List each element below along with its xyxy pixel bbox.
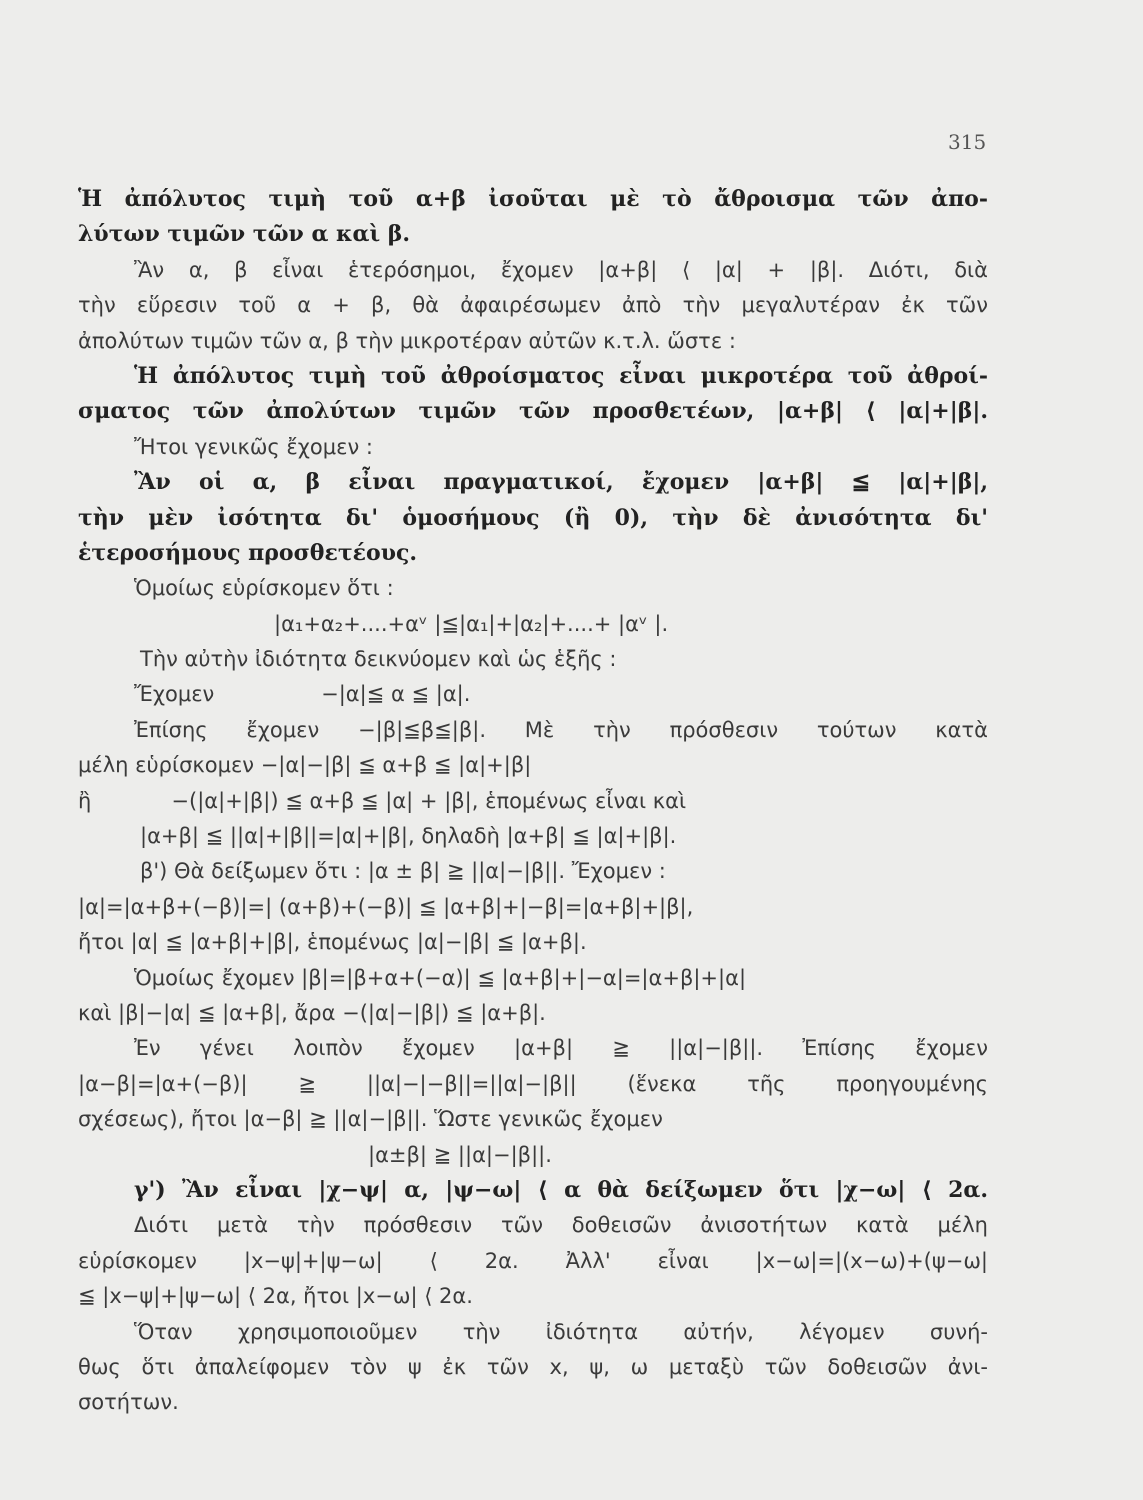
text-line: λύτων τιμῶν τῶν α καὶ β. [78, 221, 411, 248]
text-line: Ὅταν χρησιμοποιοῦμεν τὴν ἰδιότητα αὐτήν, λέγομεν συνή- [134, 1319, 988, 1344]
text-line: Ἡ ἀπόλυτος τιμὴ τοῦ ἀθροίσματος εἶναι μικροτέρα τοῦ ἀθροί- [134, 362, 988, 389]
page-body [78, 182, 988, 1421]
text-line: τὴν μὲν ἰσότητα δι' ὁμοσήμους (ἢ 0), τὴν δὲ ἀνισότητα δι' [78, 504, 988, 531]
text-line: Διότι μετὰ τὴν πρόσθεσιν τῶν δοθεισῶν ἀνισοτήτων κατὰ μέλη [134, 1213, 988, 1238]
text-line: ἀπολύτων τιμῶν τῶν α, β τὴν μικροτέραν αὐτῶν κ.τ.λ. ὥστε : [78, 328, 736, 353]
text-line: Ὁμοίως ἔχομεν |β|=|β+α+(−α)| ≦ |α+β|+|−α|=|α+β|+|α| [134, 965, 747, 990]
text-line: καὶ |β|−|α| ≦ |α+β|, ἄρα −(|α|−|β|) ≦ |α+β|. [78, 1000, 546, 1025]
text-line: Ἔχομεν −|α|≦ α ≦ |α|. [134, 682, 471, 707]
text-line: |α−β|=|α+(−β)| ≧ ||α|−|−β||=||α|−|β|| (ἕνεκα τῆς προηγουμένης [78, 1071, 988, 1096]
text-line: σχέσεως), ἤτοι |α−β| ≧ ||α|−|β||. Ὥστε γενικῶς ἔχομεν [78, 1107, 663, 1132]
text-line: |α+β| ≦ ||α|+|β||=|α|+|β|, δηλαδὴ |α+β| ≦ |α|+|β|. [140, 824, 677, 849]
text-line: Ἡ ἀπόλυτος τιμὴ τοῦ α+β ἰσοῦται μὲ τὸ ἄθροισμα τῶν ἀπο- [78, 186, 988, 212]
text-line: εὑρίσκομεν |x−ψ|+|ψ−ω| ⟨ 2α. Ἀλλ' εἶναι |x−ω|=|(x−ω)+(ψ−ω| [78, 1248, 988, 1273]
text-line: τὴν εὕρεσιν τοῦ α + β, θὰ ἀφαιρέσωμεν ἀπὸ τὴν μεγαλυτέραν ἐκ τῶν [78, 293, 988, 318]
text-line: Ἐπίσης ἔχομεν −|β|≦β≦|β|. Μὲ τὴν πρόσθεσιν τούτων κατὰ [134, 717, 988, 742]
text-line: ≦ |x−ψ|+|ψ−ω| ⟨ 2α, ἤτοι |x−ω| ⟨ 2α. [78, 1284, 473, 1309]
text-line: μέλη εὑρίσκομεν −|α|−|β| ≦ α+β ≦ |α|+|β| [78, 753, 532, 778]
text-line: β') Θὰ δείξωμεν ὅτι : |α ± β| ≧ ||α|−|β||. Ἔχομεν : [140, 859, 666, 884]
text-line: ἢ −(|α|+|β|) ≦ α+β ≦ |α| + |β|, ἑπομένως εἶναι καὶ [78, 788, 687, 813]
text-line: σματος τῶν ἀπολύτων τιμῶν τῶν προσθετέων, |α+β| ⟨ |α|+|β|. [78, 398, 988, 425]
text-line: |α|=|α+β+(−β)|=| (α+β)+(−β)| ≦ |α+β|+|−β|=|α+β|+|β|, [78, 894, 694, 919]
text-line: Ἤτοι γενικῶς ἔχομεν : [134, 434, 373, 459]
text-line: θως ὅτι ἀπαλείφομεν τὸν ψ ἐκ τῶν x, ψ, ω μεταξὺ τῶν δοθεισῶν ἀνι- [78, 1354, 988, 1379]
text-line: Ὁμοίως εὑρίσκομεν ὅτι : [134, 576, 394, 601]
text-line: ἤτοι |α| ≦ |α+β|+|β|, ἑπομένως |α|−|β| ≦ |α+β|. [78, 930, 587, 955]
text-line: ἑτεροσήμους προσθετέους. [78, 539, 418, 566]
text-line: Ἐν γένει λοιπὸν ἔχομεν |α+β| ≧ ||α|−|β||. Ἐπίσης ἔχομεν [134, 1036, 988, 1061]
page-number: 315 [948, 130, 987, 154]
text-line: Ἂν α, β εἶναι ἑτερόσημοι, ἔχομεν |α+β| ⟨ |α| + |β|. Διότι, διὰ [134, 257, 988, 282]
text-line: Τὴν αὐτὴν ἰδιότητα δεικνύομεν καὶ ὡς ἑξῆς : [140, 647, 617, 672]
text-line: σοτήτων. [78, 1390, 179, 1415]
text-line: Ἂν οἱ α, β εἶναι πραγματικοί, ἔχομεν |α+β| ≦ |α|+|β|, [134, 469, 988, 496]
text-line: γ') Ἂν εἶναι |χ−ψ| α, |ψ−ω| ⟨ α θὰ δείξωμεν ὅτι |χ−ω| ⟨ 2α. [134, 1176, 988, 1203]
text-line: |α₁+α₂+....+αᵛ |≦|α₁|+|α₂|+....+ |αᵛ |. [274, 611, 669, 636]
text-line: |α±β| ≧ ||α|−|β||. [368, 1142, 552, 1167]
